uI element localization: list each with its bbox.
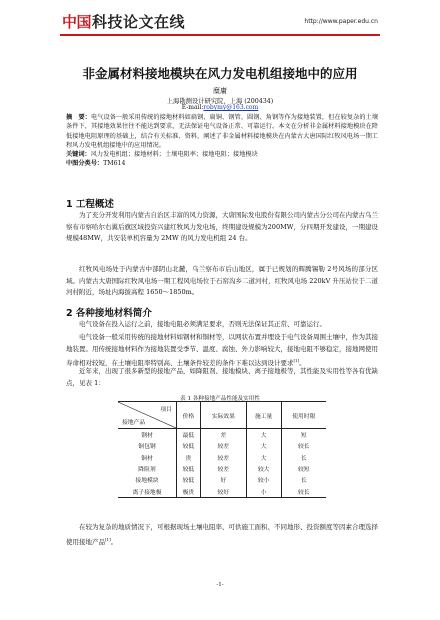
clc-text: TM614 <box>103 160 126 168</box>
clc-label: 中图分类号： <box>66 160 104 168</box>
table-cell: 大 <box>246 429 281 441</box>
table-header-row <box>118 402 326 429</box>
citation-ref[interactable]: [1] <box>293 358 300 364</box>
table-cell: 小 <box>246 485 281 497</box>
table-cell: 离子接地极 <box>118 485 177 497</box>
section1-heading: 1 工程概述 <box>66 199 114 210</box>
table-header-cell: 价格 <box>177 402 201 429</box>
section2-paragraph-3: 近年来，出现了很多新型的接地产品，如降阻剂、接地模块、离子接地极等，其性能及实用性等各有优缺点，见表 1： <box>66 367 378 387</box>
table-row <box>118 429 326 441</box>
table-cell: 较低 <box>177 440 201 451</box>
table-row <box>118 452 326 463</box>
paper-email-line <box>0 104 440 111</box>
site-logo[interactable] <box>62 10 185 32</box>
paper-title: 非金属材料接地模块在风力发电机组接地中的应用 <box>82 66 358 81</box>
section1-paragraph-2: 红牧风电场处于内蒙古中部阴山北麓，乌兰察布市后山地区，属于已规划的辉腾锡勒 2号风场的部分区域。内蒙古大唐国际红牧风电场一期工程风电场位于石窑沟乡二道河村，红牧风电场 220kV 升压站位于二道河村附近，场址内海拔高程 1650～1850m。 <box>66 265 378 297</box>
email-link[interactable]: robymy@163.com <box>203 104 259 111</box>
table-cell: 极贵 <box>177 485 201 497</box>
corner-top-label: 项目 <box>160 407 172 413</box>
table-header-cell: 实际效果 <box>200 402 246 429</box>
table-cell: 较差 <box>200 440 246 451</box>
table-cell: 较差 <box>200 452 246 463</box>
closing-text: 在较为复杂的地质情况下，可根据现场土壤电阻率、可供施工面积、不同地形、投资额度等因素合理选择使用接地产品 <box>66 523 378 546</box>
table-header-cell: 施工量 <box>246 402 281 429</box>
section1-paragraph-1: 为了充分开发利用内蒙古自治区丰富的风力资源，大唐国际发电股份有限公司内蒙古分公司在内蒙古乌兰察布市察哈尔右翼后旗区域投资兴建红牧风力发电场，终期建设规模为200MW，分四期开发建设，一期建设规模48MW，共安装单机容量为 2MW 的风力发电机组 24 台。 <box>66 211 378 243</box>
table-cell: 较低 <box>177 474 201 485</box>
table-row <box>118 463 326 474</box>
table-cell: 较短 <box>281 463 326 474</box>
citation-ref[interactable]: [1] <box>105 536 111 542</box>
table-caption: 表 1 各种接地产品性能及实用性 <box>180 396 260 402</box>
table-cell: 好 <box>200 474 246 485</box>
table-cell: 较长 <box>281 440 326 451</box>
table-row <box>118 474 326 485</box>
abstract-paragraph <box>66 113 378 150</box>
closing-end: 。 <box>110 537 118 546</box>
abstract-text: 电气设备一般采用传统的接地材料如扁钢、扁铜、钢管、圆钢、角钢等作为接地装置，但在较复杂的土壤条件下，其接地效果往往不能达到要求，无法保证电气设备正常、可靠运行。本文在分析非金属材料接地模块在降低接地电阻原理的基础上，结合有关标准、资料，阐述了非金属材料接地模块在内蒙古大唐国际红牧风电场一期工程风力发电机组接地中的应用情况。 <box>66 114 379 149</box>
page-number: -1- <box>216 582 224 588</box>
table-cell: 铜材 <box>141 455 153 462</box>
table-cell: 较低 <box>177 463 201 474</box>
table-cell: 较大 <box>246 463 281 474</box>
header-divider <box>60 34 380 36</box>
table-cell: 短 <box>281 429 326 441</box>
table-cell: 钢材 <box>141 433 153 440</box>
abstract-label: 摘 要： <box>66 114 91 121</box>
paper-affiliation: 上海勘测设计研究院，上海 (200434) <box>166 98 274 105</box>
email-prefix: E-mail: <box>181 104 204 111</box>
table-cell: 铜包钢 <box>138 444 156 451</box>
table-cell: 接地模块 <box>135 478 159 485</box>
corner-bottom-label: 接地产品 <box>122 420 146 426</box>
abstract-block <box>66 113 378 168</box>
table-cell: 大 <box>246 440 281 451</box>
logo-cn-text: 中国 <box>62 12 92 31</box>
table-cell: 长 <box>281 452 326 463</box>
logo-title-text: 科技论文在线 <box>92 12 186 31</box>
section2-paragraph-1: 电气设备在投入运行之前，接地电阻必须满足要求，否则无法保证其正常、可靠运行。 <box>79 320 326 328</box>
table-cell: 贵 <box>177 452 201 463</box>
section2-paragraph-2-end: 。 <box>299 359 306 368</box>
comparison-table <box>118 401 326 498</box>
table-cell: 降阻剂 <box>138 467 156 474</box>
section2-paragraph-2 <box>66 332 378 370</box>
closing-paragraph <box>66 522 378 548</box>
section2-heading: 2 各种接地材料简介 <box>66 308 152 319</box>
table-cell: 最低 <box>177 429 201 441</box>
keywords-text: 风力发电机组；接地材料；土壤电阻率；接地电阻；接地模块 <box>90 151 258 159</box>
table-row <box>118 485 326 497</box>
table-cell: 较长 <box>281 485 326 497</box>
table-cell: 长 <box>281 474 326 485</box>
paper-author: 糜庸 <box>213 87 227 95</box>
section2-paragraph-2-text: 电气设备一般采用传统的接地材料如钢材和铜材等，以网状布置并埋设于电气设备周围土壤中，作为其接地装置。用传统接地材料作为接地装置受季节、温度、腐蚀、外力影响较大，接地电阻不够稳定，接地网使用寿命相对较短，在土壤电阻率特别高、土壤条件较差的条件下难以达到设计要求 <box>66 333 378 368</box>
table-corner-cell <box>118 402 177 429</box>
table-cell: 大 <box>246 452 281 463</box>
keywords-line <box>66 150 378 159</box>
table-cell: 较差 <box>200 463 246 474</box>
table-header-cell: 使用时限 <box>281 402 326 429</box>
site-header <box>0 0 440 50</box>
table-row <box>118 440 326 451</box>
clc-line <box>66 159 378 168</box>
keywords-label: 关键词： <box>66 151 91 159</box>
table-cell: 较小 <box>246 474 281 485</box>
table-cell: 差 <box>200 429 246 441</box>
table-cell: 较好 <box>200 485 246 497</box>
site-url[interactable]: http://www.paper.edu.cn <box>304 18 378 25</box>
